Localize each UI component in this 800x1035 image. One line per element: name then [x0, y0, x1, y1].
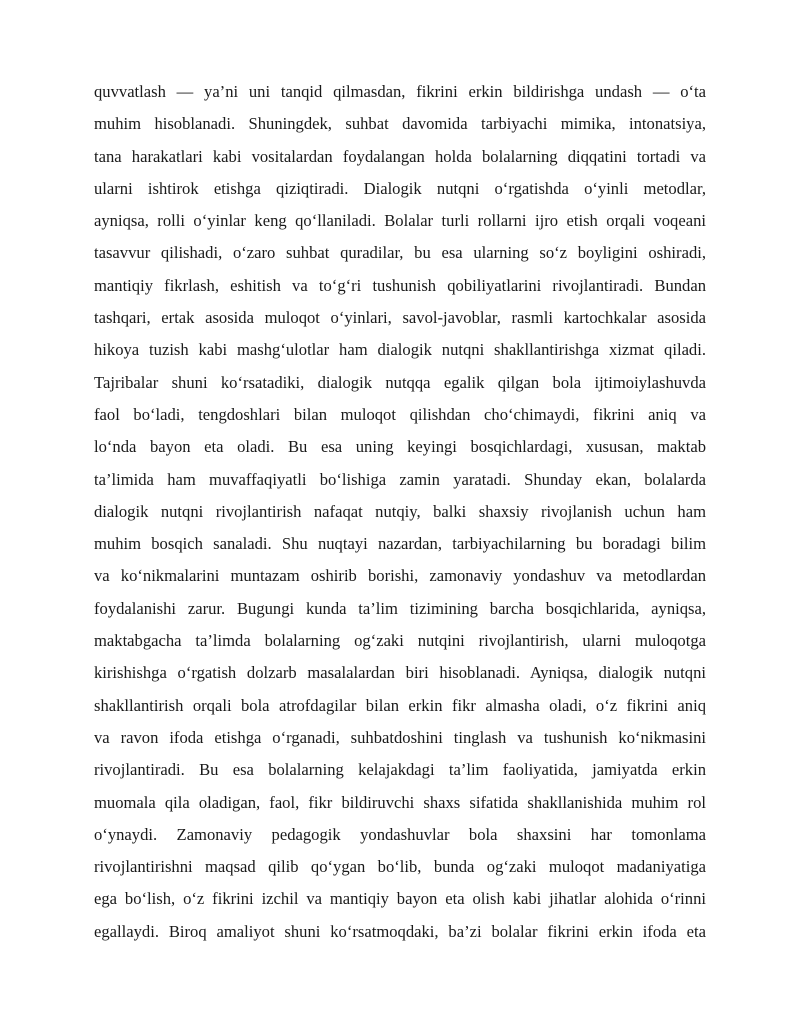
text-line: Tajribalar shuni ko‘rsatadiki, dialogik nutqqa egalik qilgan bola ijtimoiylashuvda	[94, 372, 706, 392]
text-line: lo‘nda bayon eta oladi. Bu esa uning keyingi bosqichlardagi, xususan, maktab	[94, 437, 706, 457]
text-line: tana harakatlari kabi vositalardan foydalangan holda bolalarning diqqatini tortadi va	[94, 146, 706, 166]
text-line: shakllantirish orqali bola atrofdagilar bilan erkin fikr almasha oladi, o‘z fikrini aniq	[94, 695, 706, 715]
text-line: muhim bosqich sanaladi. Shu nuqtayi nazardan, tarbiyachilarning bu boradagi bilim	[94, 534, 706, 554]
text-line: o‘ynaydi. Zamonaviy pedagogik yondashuvlar bola shaxsini har tomonlama	[94, 824, 706, 844]
text-line: va ravon ifoda etishga o‘rganadi, suhbatdoshini tinglash va tushunish ko‘nikmasini	[94, 727, 706, 747]
text-line: faol bo‘ladi, tengdoshlari bilan muloqot qilishdan cho‘chimaydi, fikrini aniq va	[94, 404, 706, 424]
body-paragraph	[94, 76, 706, 948]
text-line: muomala qila oladigan, faol, fikr bildiruvchi shaxs sifatida shakllanishida muhim rol	[94, 792, 706, 812]
text-line: foydalanishi zarur. Bugungi kunda ta’lim tizimining barcha bosqichlarida, ayniqsa,	[94, 598, 706, 618]
text-line: ega bo‘lish, o‘z fikrini izchil va mantiqiy bayon eta olish kabi jihatlar alohida o‘rinni	[94, 889, 706, 909]
text-line: rivojlantirishni maqsad qilib qo‘ygan bo‘lib, bunda og‘zaki muloqot madaniyatiga	[94, 857, 706, 877]
text-line: hikoya tuzish kabi mashg‘ulotlar ham dialogik nutqni shakllantirishga xizmat qiladi.	[94, 340, 706, 360]
text-line: mantiqiy fikrlash, eshitish va to‘g‘ri tushunish qobiliyatlarini rivojlantiradi. Bundan	[94, 275, 706, 295]
text-line: egallaydi. Biroq amaliyot shuni ko‘rsatmoqdaki, ba’zi bolalar fikrini erkin ifoda eta	[94, 921, 706, 941]
text-line: muhim hisoblanadi. Shuningdek, suhbat davomida tarbiyachi mimika, intonatsiya,	[94, 114, 706, 134]
text-line: maktabgacha ta’limda bolalarning og‘zaki nutqini rivojlantirish, ularni muloqotga	[94, 631, 706, 651]
text-line: ularni ishtirok etishga qiziqtiradi. Dialogik nutqni o‘rgatishda o‘yinli metodlar,	[94, 178, 706, 198]
text-line: dialogik nutqni rivojlantirish nafaqat nutqiy, balki shaxsiy rivojlanish uchun ham	[94, 501, 706, 521]
text-line: quvvatlash — ya’ni uni tanqid qilmasdan, fikrini erkin bildirishga undash — o‘ta	[94, 82, 706, 101]
text-line: tashqari, ertak asosida muloqot o‘yinlari, savol-javoblar, rasmli kartochkalar asosida	[94, 308, 706, 328]
text-line: tasavvur qilishadi, o‘zaro suhbat quradilar, bu esa ularning so‘z boyligini oshiradi,	[94, 243, 706, 263]
text-line: kirishishga o‘rgatish dolzarb masalalardan biri hisoblanadi. Ayniqsa, dialogik nutqni	[94, 663, 706, 683]
text-line: va ko‘nikmalarini muntazam oshirib borishi, zamonaviy yondashuv va metodlardan	[94, 566, 706, 586]
text-line: rivojlantiradi. Bu esa bolalarning kelajakdagi ta’lim faoliyatida, jamiyatda erkin	[94, 760, 706, 780]
text-line: ta’limida ham muvaffaqiyatli bo‘lishiga zamin yaratadi. Shunday ekan, bolalarda	[94, 469, 706, 489]
text-line: ayniqsa, rolli o‘yinlar keng qo‘llaniladi. Bolalar turli rollarni ijro etish orqali voqeani	[94, 211, 706, 231]
